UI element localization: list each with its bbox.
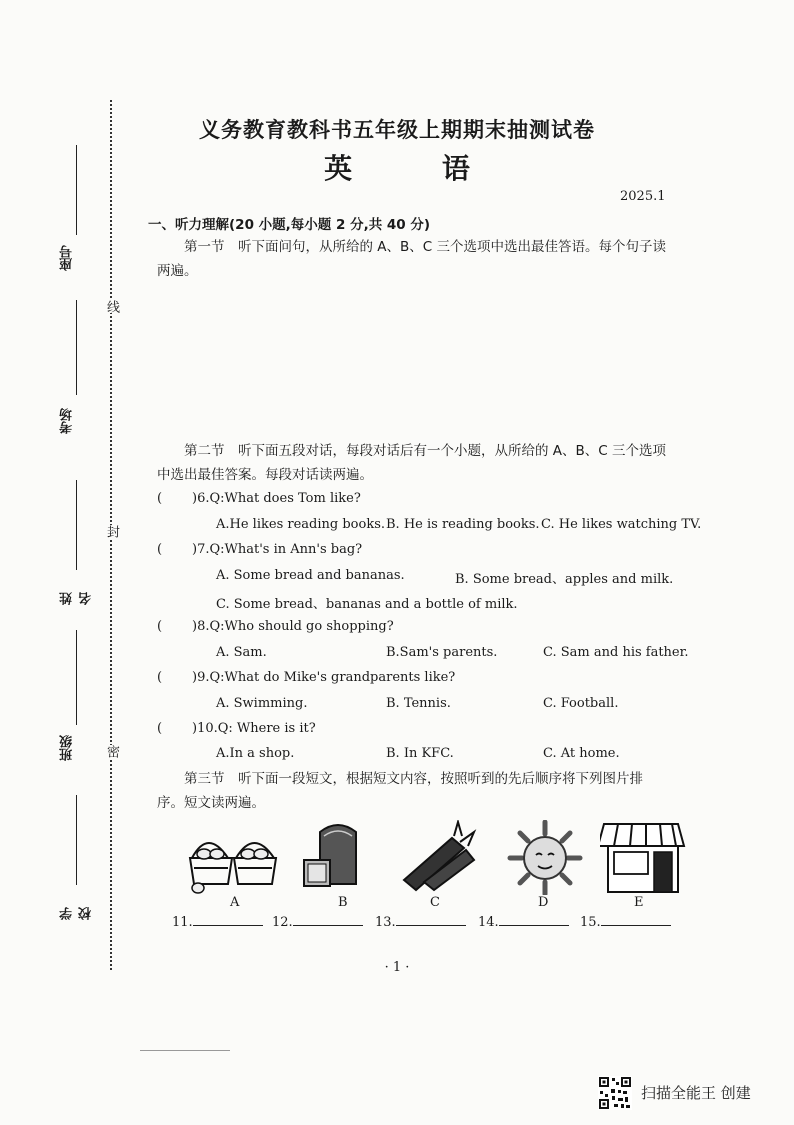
section2-instructions: [157, 439, 717, 487]
section1-line2: 两遍。: [157, 263, 198, 279]
exam-date: 2025.1: [620, 189, 666, 204]
question-stem: )10.Q: Where is it?: [192, 721, 316, 736]
binding-char-feng: 封: [104, 525, 119, 538]
answer-blank-input[interactable]: [601, 913, 671, 926]
option-c: C. At home.: [543, 746, 620, 761]
option-b: B. He is reading books.: [386, 517, 540, 532]
option-c: C. Some bread、bananas and a bottle of milk.: [216, 597, 518, 612]
answer-bracket[interactable]: (: [157, 491, 163, 506]
answer-blank-group: [172, 913, 263, 930]
option-a: A. Some bread and bananas.: [216, 568, 405, 583]
picture-label: E: [634, 895, 644, 910]
answer-blank-input[interactable]: [396, 913, 466, 926]
option-c: C. Football.: [543, 696, 619, 711]
answer-blank-input[interactable]: [193, 913, 263, 926]
class-field[interactable]: [58, 630, 84, 765]
option-a: A.He likes reading books.: [216, 517, 385, 532]
section2-line1: 第二节 听下面五段对话，每段对话后有一个小题，从所给的 A、B、C 三个选项: [184, 443, 667, 459]
binding-char-mi: 密: [104, 745, 119, 758]
bread-icon: [298, 820, 388, 895]
qr-code-icon: [598, 1076, 632, 1110]
answer-number: 13.: [375, 915, 396, 930]
section3-line2: 序。短文读两遍。: [157, 795, 265, 811]
question-stem: )9.Q:What do Mike's grandparents like?: [192, 670, 456, 685]
sun-icon: [500, 820, 590, 895]
option-a: A. Sam.: [216, 645, 267, 660]
section1-line1: 第一节 听下面问句，从所给的 A、B、C 三个选项中选出最佳答语。每个句子读: [184, 239, 667, 255]
section3-instructions: [157, 767, 717, 815]
binding-char-xian: 线: [104, 300, 119, 313]
shop-icon: [600, 820, 690, 895]
section2-line2: 中选出最佳答案。每段对话读两遍。: [157, 467, 373, 483]
seat-number-label: 座号: [60, 245, 75, 271]
section3-line1: 第三节 听下面一段短文，根据短文内容，按照听到的先后顺序将下列图片排: [184, 771, 643, 787]
carrot-icon: [396, 820, 486, 895]
school-field[interactable]: [58, 795, 94, 920]
option-c: C. He likes watching TV.: [541, 517, 702, 532]
option-a: A.In a shop.: [216, 746, 295, 761]
picture-label: D: [538, 895, 549, 910]
answer-blank-group: [580, 913, 671, 930]
answer-blank-input[interactable]: [293, 913, 363, 926]
answer-number: 15.: [580, 915, 601, 930]
exam-room-field[interactable]: [58, 300, 84, 440]
egg-basket-icon: [188, 820, 278, 895]
answer-blank-group: [478, 913, 569, 930]
question-stem: )7.Q:What's in Ann's bag?: [192, 542, 363, 557]
section1-instructions: [157, 235, 717, 283]
option-b: B.Sam's parents.: [386, 645, 498, 660]
footer-divider: [140, 1050, 230, 1051]
picture-label: C: [430, 895, 440, 910]
page-number: · 1 ·: [384, 960, 410, 975]
exam-title: 义务教育教科书五年级上期期末抽测试卷: [199, 118, 595, 142]
name-label: 姓名: [60, 592, 94, 605]
option-b: B. In KFC.: [386, 746, 454, 761]
question-stem: )8.Q:Who should go shopping?: [192, 619, 394, 634]
answer-blank-group: [272, 913, 363, 930]
answer-number: 12.: [272, 915, 293, 930]
picture-label: B: [338, 895, 348, 910]
answer-blank-group: [375, 913, 466, 930]
exam-room-label: 考场: [60, 408, 75, 434]
subject-title: 英 语: [324, 152, 510, 185]
picture-label: A: [230, 895, 240, 910]
class-label: 班级: [60, 735, 75, 761]
answer-bracket[interactable]: (: [157, 670, 163, 685]
answer-blank-input[interactable]: [499, 913, 569, 926]
option-b: B. Some bread、apples and milk.: [455, 572, 674, 587]
scanner-watermark: 扫描全能王 创建: [641, 1084, 751, 1102]
answer-bracket[interactable]: (: [157, 542, 163, 557]
name-field[interactable]: [58, 480, 94, 605]
answer-number: 11.: [172, 915, 193, 930]
answer-number: 14.: [478, 915, 499, 930]
part1-heading: 一、听力理解(20 小题,每小题 2 分,共 40 分): [148, 217, 431, 233]
option-a: A. Swimming.: [216, 696, 308, 711]
school-label: 学校: [60, 907, 94, 920]
answer-bracket[interactable]: (: [157, 721, 163, 736]
answer-bracket[interactable]: (: [157, 619, 163, 634]
option-b: B. Tennis.: [386, 696, 451, 711]
question-stem: )6.Q:What does Tom like?: [192, 491, 361, 506]
option-c: C. Sam and his father.: [543, 645, 689, 660]
